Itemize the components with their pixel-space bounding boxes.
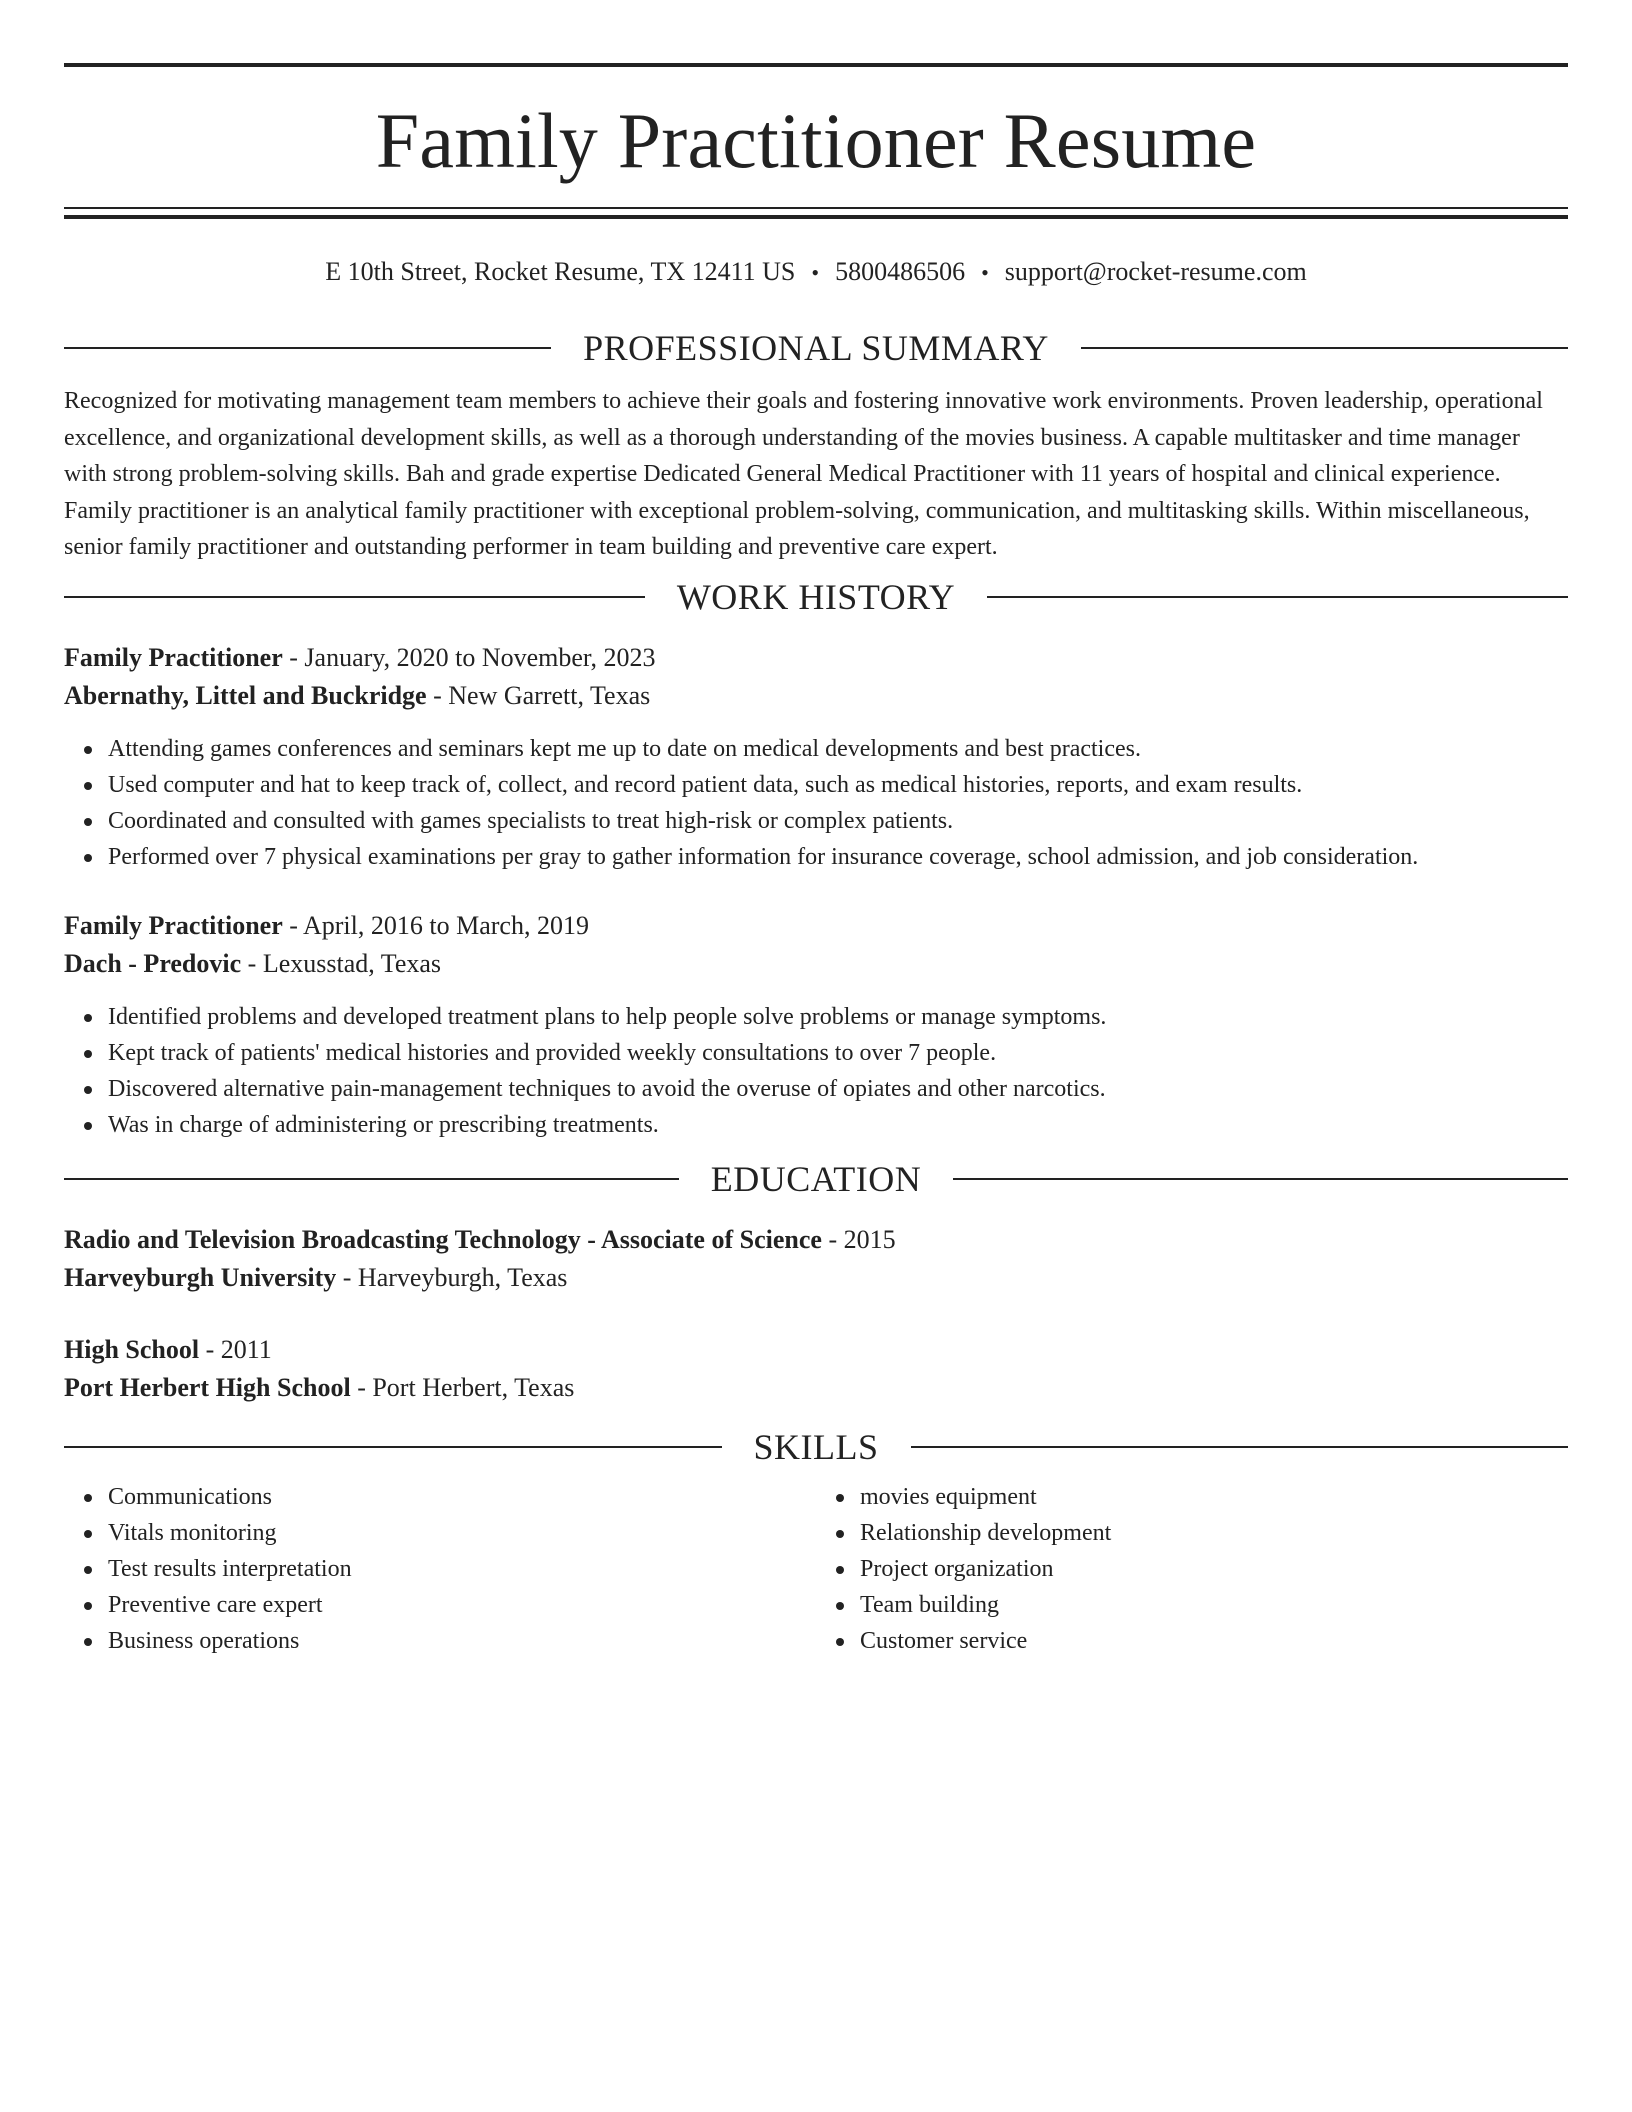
title-rule-thick (64, 215, 1568, 219)
section-heading-work (64, 577, 1568, 617)
skill-item: Team building (860, 1587, 1568, 1623)
list-item: Used computer and hat to keep track of, collect, and record patient data, such as medical histories, reports, and exam results. (108, 767, 1568, 803)
education-school: Harveyburgh University (64, 1262, 337, 1292)
section-rule (1081, 347, 1568, 349)
title-rule-thin (64, 207, 1568, 209)
education-location: - Harveyburgh, Texas (336, 1262, 568, 1292)
education-school-line (64, 1259, 1568, 1297)
job-dates: - April, 2016 to March, 2019 (282, 910, 589, 940)
job-entry (64, 639, 1568, 875)
skills-columns (64, 1479, 1568, 1659)
skill-item: Communications (108, 1479, 816, 1515)
skill-item: Relationship development (860, 1515, 1568, 1551)
section-title: PROFESSIONAL SUMMARY (583, 328, 1049, 368)
education-school-line (64, 1369, 1568, 1407)
job-entry (64, 907, 1568, 1143)
job-title: Family Practitioner (64, 910, 283, 940)
list-item: Identified problems and developed treatment plans to help people solve problems or manage symptoms. (108, 999, 1568, 1035)
skills-list-left (64, 1479, 816, 1659)
section-heading-education (64, 1159, 1568, 1199)
job-company-line (64, 677, 1568, 715)
job-dates: - January, 2020 to November, 2023 (282, 642, 656, 672)
education-degree: High School (64, 1334, 200, 1364)
skill-item: movies equipment (860, 1479, 1568, 1515)
list-item: Coordinated and consulted with games specialists to treat high-risk or complex patients. (108, 803, 1568, 839)
job-bullets (64, 731, 1568, 875)
section-rule (64, 347, 551, 349)
education-degree-line (64, 1331, 1568, 1369)
section-title: SKILLS (753, 1426, 879, 1467)
section-rule (911, 1446, 1569, 1448)
contact-email: support@rocket-resume.com (1004, 257, 1307, 286)
section-heading-skills (64, 1427, 1568, 1467)
education-degree-line (64, 1221, 1568, 1259)
job-bullets (64, 999, 1568, 1143)
top-rule (64, 63, 1568, 67)
job-company: Abernathy, Littel and Buckridge (64, 680, 427, 710)
page-title: Family Practitioner Resume (375, 97, 1257, 184)
education-school: Port Herbert High School (64, 1372, 351, 1402)
job-company: Dach - Predovic (64, 948, 242, 978)
job-company-line (64, 945, 1568, 983)
section-rule (64, 596, 645, 598)
skill-item: Preventive care expert (108, 1587, 816, 1623)
list-item: Kept track of patients' medical histories and provided weekly consultations to over 7 people. (108, 1035, 1568, 1071)
education-year: - 2011 (199, 1334, 272, 1364)
contact-separator: • (811, 260, 820, 285)
section-rule (987, 596, 1568, 598)
contact-phone: 5800486506 (835, 257, 966, 286)
education-year: - 2015 (821, 1224, 896, 1254)
section-title: WORK HISTORY (676, 576, 956, 617)
education-entry (64, 1221, 1568, 1297)
education-entry (64, 1331, 1568, 1407)
skill-item: Test results interpretation (108, 1551, 816, 1587)
contact-separator: • (981, 260, 989, 285)
summary-text: Recognized for motivating management team members to achieve their goals and fostering innovative work environments. Proven leadership, operational excellence, and organizational development skills, as well as a thorough understanding of the movies business. A capable multitasker and time manager with strong problem-solving skills. Bah and grade expertise Dedicated General Medical Practitioner with 11 years of hospital and clinical experience. Family practitioner is an analytical family practitioner with exceptional problem-solving, communication, and multitasking skills. Within miscellaneous, senior family practitioner and outstanding performer in team building and preventive care expert. (64, 388, 1543, 560)
section-rule (953, 1178, 1568, 1180)
list-item: Was in charge of administering or prescribing treatments. (108, 1107, 1568, 1143)
list-item: Performed over 7 physical examinations per gray to gather information for insurance coverage, school admission, and job consideration. (108, 839, 1568, 875)
skill-item: Business operations (108, 1623, 816, 1659)
skill-item: Vitals monitoring (108, 1515, 816, 1551)
list-item: Discovered alternative pain-management techniques to avoid the overuse of opiates and other narcotics. (108, 1071, 1568, 1107)
contact-line (64, 252, 1568, 292)
list-item: Attending games conferences and seminars kept me up to date on medical developments and best practices. (108, 731, 1568, 767)
job-location: - Lexusstad, Texas (241, 948, 442, 978)
job-title-line (64, 907, 1568, 945)
section-heading-summary (64, 328, 1568, 368)
section-title: EDUCATION (710, 1158, 922, 1199)
skill-item: Project organization (860, 1551, 1568, 1587)
skill-item: Customer service (860, 1623, 1568, 1659)
education-location: - Port Herbert, Texas (350, 1372, 575, 1402)
skills-list-right (816, 1479, 1568, 1659)
section-rule (64, 1178, 679, 1180)
job-title: Family Practitioner (64, 642, 283, 672)
job-location: - New Garrett, Texas (426, 680, 651, 710)
education-degree: Radio and Television Broadcasting Technology - Associate of Science (64, 1224, 822, 1254)
job-title-line (64, 639, 1568, 677)
section-rule (64, 1446, 722, 1448)
contact-address: E 10th Street, Rocket Resume, TX 12411 US (325, 257, 796, 286)
